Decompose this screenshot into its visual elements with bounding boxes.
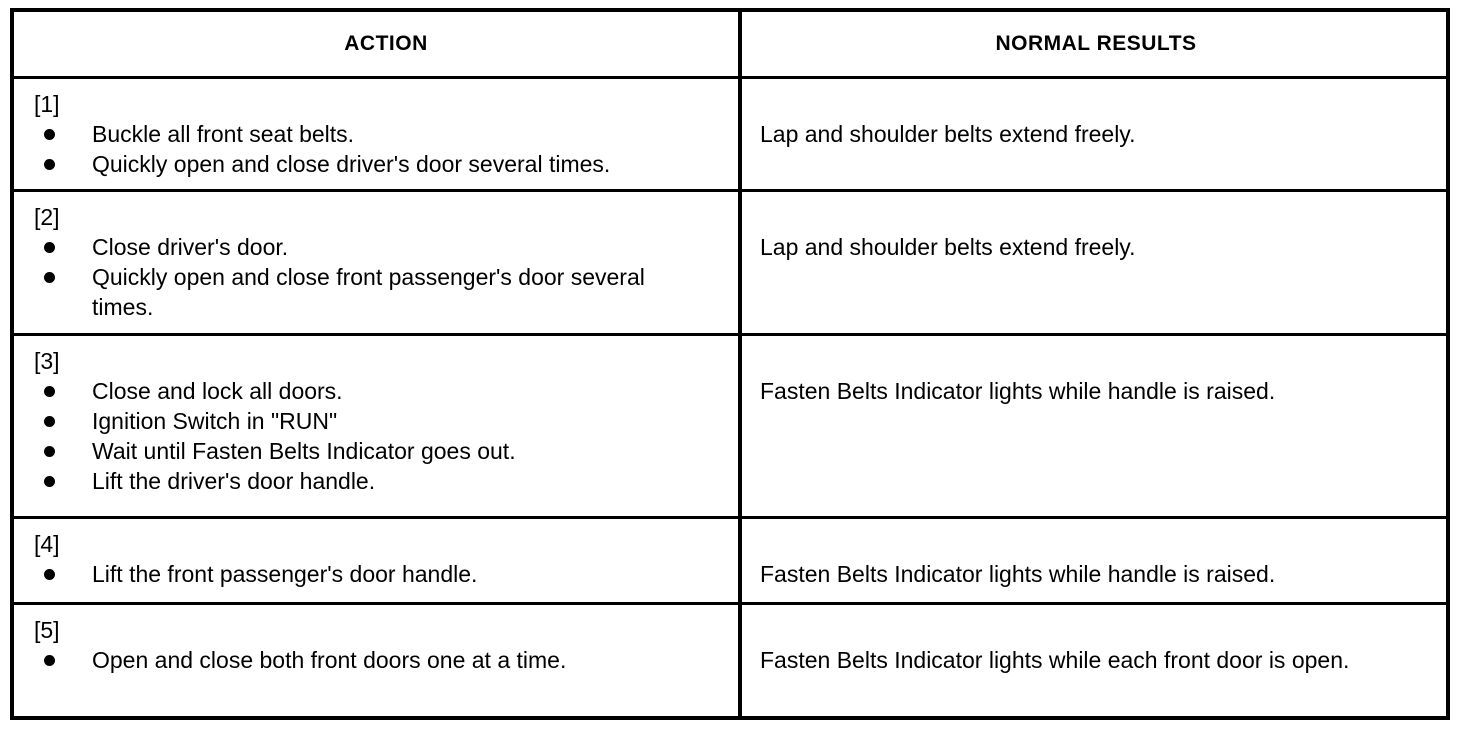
action-cell bbox=[14, 336, 738, 516]
table-row bbox=[14, 602, 1446, 716]
action-cell bbox=[14, 192, 738, 333]
result-cell bbox=[742, 336, 1446, 516]
step-number: [3] bbox=[34, 348, 60, 374]
action-cell bbox=[14, 519, 738, 602]
result-cell bbox=[742, 519, 1446, 602]
action-list bbox=[34, 376, 738, 496]
action-cell bbox=[14, 79, 738, 189]
action-item: Close and lock all doors. bbox=[34, 376, 738, 406]
result-text: Fasten Belts Indicator lights while each front door is open. bbox=[760, 647, 1350, 673]
table-row bbox=[14, 516, 1446, 602]
result-text: Lap and shoulder belts extend freely. bbox=[760, 234, 1136, 260]
step-number: [4] bbox=[34, 531, 60, 557]
action-cell bbox=[14, 605, 738, 716]
step-number: [1] bbox=[34, 91, 60, 117]
action-item: Quickly open and close driver's door several times. bbox=[34, 149, 738, 179]
table-row bbox=[14, 76, 1446, 189]
test-procedure-table bbox=[10, 8, 1450, 720]
action-list bbox=[34, 119, 738, 179]
action-item: Lift the front passenger's door handle. bbox=[34, 559, 738, 589]
action-item: Close driver's door. bbox=[34, 232, 738, 262]
table-row bbox=[14, 333, 1446, 516]
result-cell bbox=[742, 79, 1446, 189]
action-list bbox=[34, 645, 738, 675]
column-divider bbox=[738, 12, 742, 716]
result-cell bbox=[742, 192, 1446, 333]
action-item: Quickly open and close front passenger's door several times. bbox=[34, 262, 738, 322]
result-text: Fasten Belts Indicator lights while handle is raised. bbox=[760, 378, 1276, 404]
action-item: Ignition Switch in "RUN" bbox=[34, 406, 738, 436]
result-text: Lap and shoulder belts extend freely. bbox=[760, 121, 1136, 147]
action-list bbox=[34, 559, 738, 589]
action-item: Open and close both front doors one at a time. bbox=[34, 645, 738, 675]
action-list bbox=[34, 232, 738, 322]
action-column-header: ACTION bbox=[344, 32, 428, 55]
step-number: [5] bbox=[34, 617, 60, 643]
action-item: Wait until Fasten Belts Indicator goes out. bbox=[34, 436, 738, 466]
normal-results-column-header: NORMAL RESULTS bbox=[995, 32, 1197, 55]
action-item: Buckle all front seat belts. bbox=[34, 119, 738, 149]
result-text: Fasten Belts Indicator lights while handle is raised. bbox=[760, 561, 1276, 587]
table-header-row bbox=[14, 12, 1446, 76]
result-cell bbox=[742, 605, 1446, 716]
action-item: Lift the driver's door handle. bbox=[34, 466, 738, 496]
table-row bbox=[14, 189, 1446, 333]
step-number: [2] bbox=[34, 204, 60, 230]
